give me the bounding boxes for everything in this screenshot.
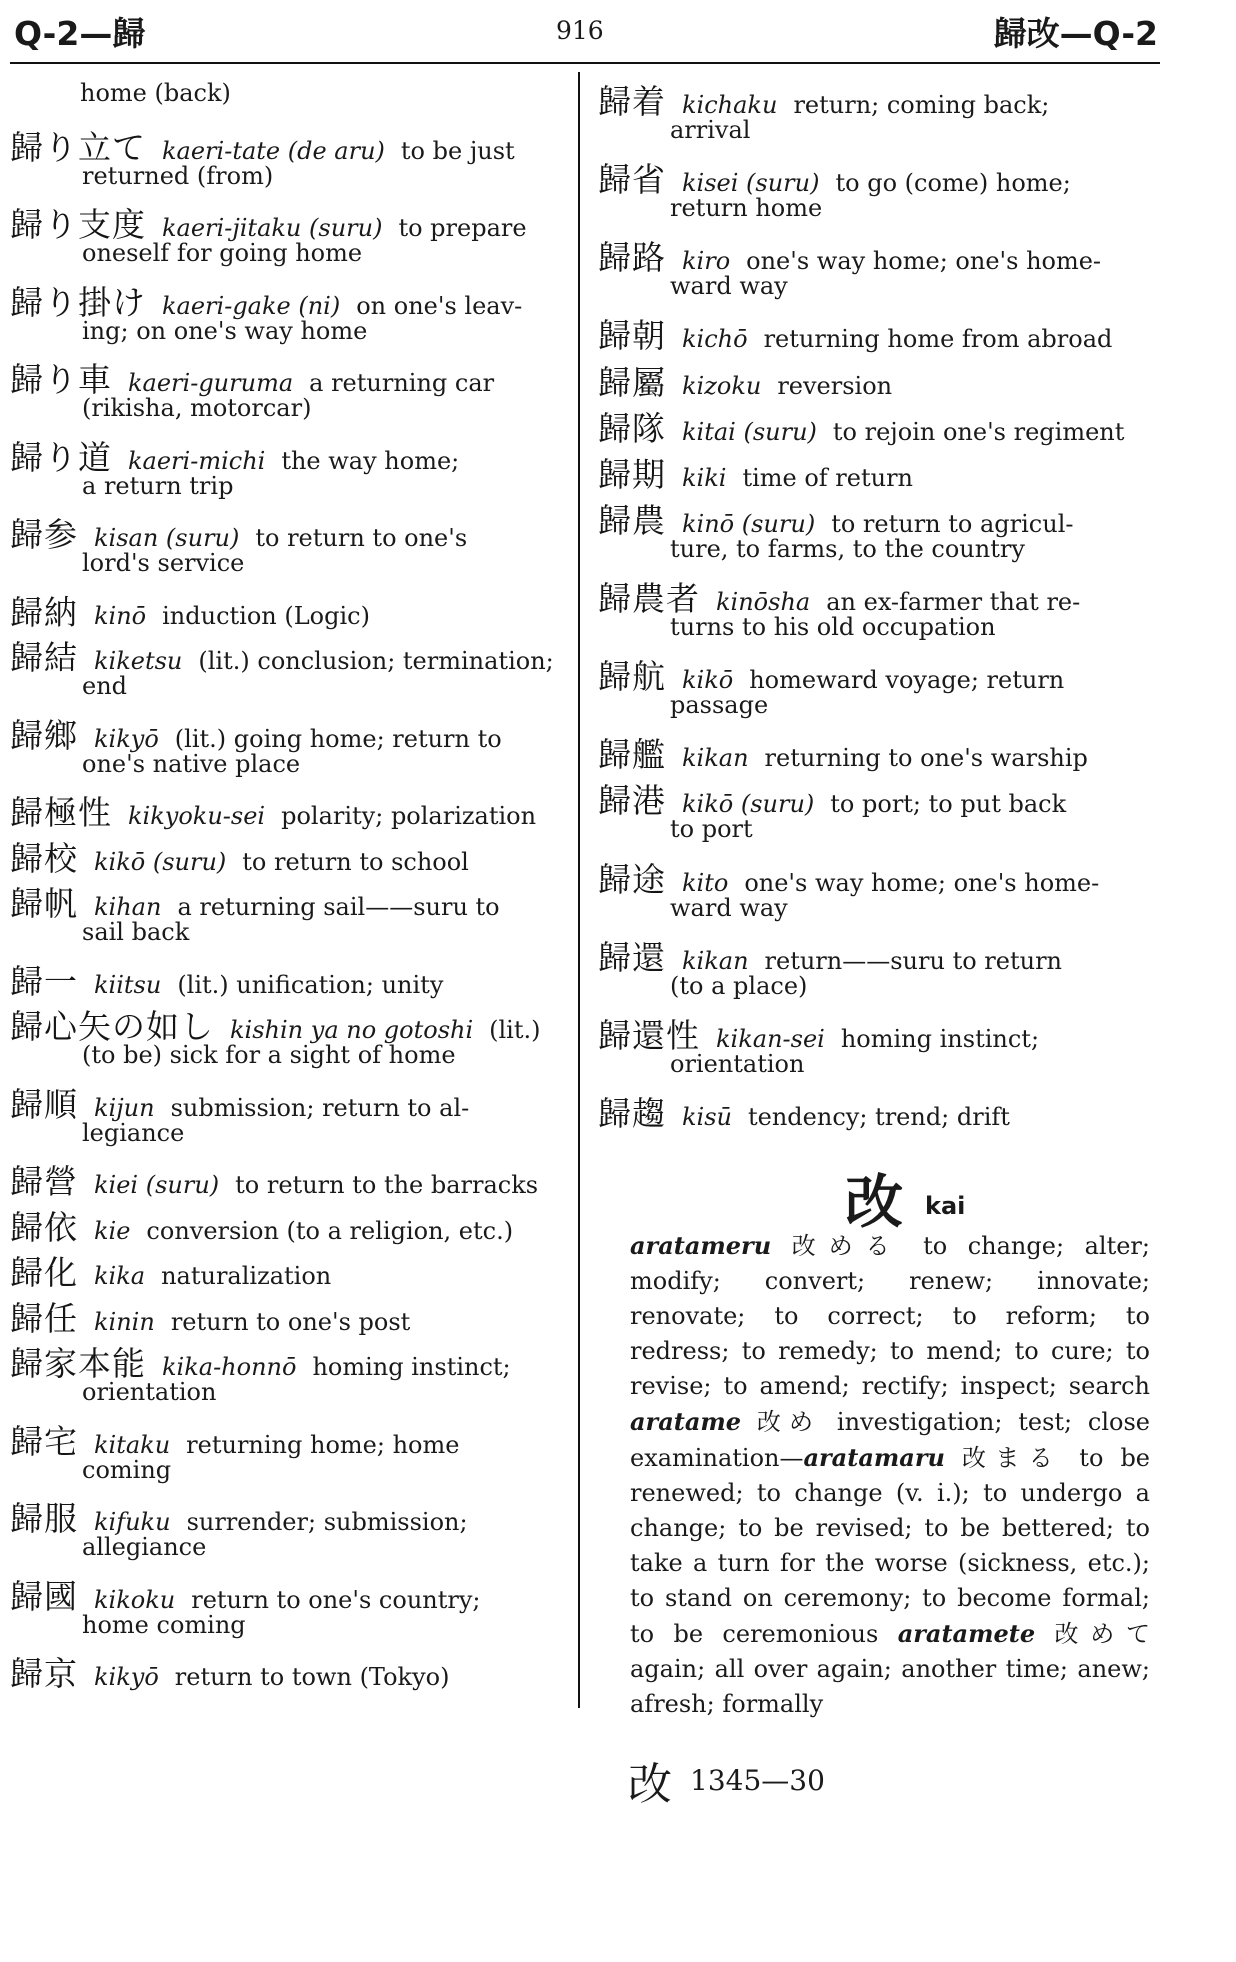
- entry-definition: to return to the barracks: [235, 1171, 539, 1199]
- entry-first-line: [10, 1648, 566, 1693]
- entry-first-line: [10, 632, 566, 677]
- entry-romanization: kiki: [682, 463, 727, 492]
- entry-continuation: sail back: [82, 918, 190, 946]
- kai-entry-body: [630, 1228, 1150, 1722]
- entry-definition: the way home;: [281, 446, 460, 475]
- entry-first-line: [10, 710, 566, 755]
- entry-romanization: kiketsu: [94, 647, 183, 675]
- entry-definition: a returning car: [309, 369, 495, 397]
- dictionary-entry: [10, 1001, 566, 1071]
- dictionary-entry: [598, 154, 1150, 224]
- entry-definition: return——suru to return: [764, 946, 1062, 975]
- entry-romanization: kizoku: [682, 371, 762, 400]
- entry-romanization: kiei (suru): [94, 1171, 220, 1199]
- dictionary-entry: [10, 432, 566, 502]
- entry-definition: to return to agricul-: [831, 509, 1074, 538]
- entry-first-line: [10, 509, 566, 554]
- entry-first-line: [10, 1001, 566, 1046]
- entry-definition: return to one's country;: [191, 1585, 481, 1614]
- entry-headword: 歸國: [10, 1576, 78, 1616]
- dictionary-entry: [10, 1338, 566, 1408]
- entry-definition: returning to one's warship: [764, 744, 1088, 773]
- entry-definition: a returning sail——suru to: [177, 893, 500, 921]
- cross-reference: [628, 1748, 825, 1812]
- entry-romanization: kaeri-michi: [128, 446, 266, 475]
- entry-romanization: kinō: [94, 601, 147, 630]
- entry-first-line: [598, 154, 1150, 200]
- entry-definition: to be just: [400, 136, 515, 165]
- dictionary-entry: [598, 403, 1150, 448]
- dictionary-entry: [10, 1293, 566, 1338]
- entry-headword: 歸朝: [598, 316, 666, 356]
- entry-first-line: [10, 122, 566, 167]
- entry-headword: 歸服: [10, 1499, 78, 1538]
- definition-aratame: investigation; test; close examination—: [630, 1408, 1150, 1472]
- dictionary-entry: [598, 1088, 1150, 1133]
- entry-first-line: [10, 1571, 566, 1616]
- entry-definition: to go (come) home;: [835, 169, 1071, 198]
- dictionary-entry: [10, 277, 566, 347]
- entry-romanization: kiitsu: [94, 970, 162, 999]
- entry-first-line: [598, 573, 1150, 618]
- entry-continuation: ward way: [670, 893, 788, 922]
- dictionary-entry: [598, 775, 1150, 845]
- entry-headword: 歸趨: [598, 1093, 666, 1133]
- entry-continuation: allegiance: [82, 1533, 207, 1561]
- right-column: [598, 76, 1150, 1133]
- dictionary-entry: [598, 854, 1150, 924]
- entry-headword: 歸期: [598, 454, 666, 494]
- headword-aratame: aratame: [630, 1407, 742, 1436]
- entry-definition: naturalization: [161, 1262, 332, 1290]
- entry-definition: (lit.): [489, 1016, 541, 1044]
- entry-continuation: to port: [670, 815, 753, 844]
- entry-headword: 歸心矢の如し: [10, 1007, 214, 1046]
- entry-romanization: kika: [94, 1262, 146, 1290]
- dictionary-entry: [10, 122, 566, 192]
- entry-romanization: kaeri-gake (ni): [162, 291, 341, 320]
- entry-definition: one's way home; one's home-: [744, 868, 1100, 897]
- dictionary-entry: [10, 956, 566, 1001]
- entry-headword: 歸還性: [598, 1015, 700, 1055]
- dictionary-entry: [10, 1571, 566, 1641]
- entry-definition: (lit.) going home; return to: [174, 724, 502, 753]
- entry-definition: submission; return to al-: [170, 1093, 470, 1122]
- entry-headword: 歸屬: [598, 362, 666, 402]
- entry-definition: return to town (Tokyo): [174, 1663, 450, 1691]
- kai-entry-heading: [845, 1155, 965, 1239]
- headword-aratamaru-jp: 改まる: [961, 1444, 1063, 1472]
- entry-first-line: [598, 651, 1150, 697]
- entry-romanization: kikō (suru): [94, 847, 227, 876]
- entry-romanization: kito: [682, 868, 729, 897]
- entry-headword: 歸帆: [10, 884, 78, 923]
- entry-continuation: end: [82, 672, 128, 700]
- entry-romanization: kaeri-guruma: [128, 369, 294, 397]
- headword-aratamete-jp: 改めて: [1054, 1620, 1150, 1648]
- dictionary-entry: [10, 587, 566, 632]
- page-number: 916: [556, 16, 604, 45]
- entry-first-line: [10, 833, 566, 878]
- entry-romanization: kitaku: [94, 1430, 171, 1459]
- entry-continuation: coming: [82, 1455, 172, 1484]
- entry-headword: 歸路: [598, 238, 666, 278]
- entry-headword: 歸省: [598, 160, 666, 200]
- entry-headword: 歸農者: [598, 579, 700, 618]
- dictionary-entry: [598, 651, 1150, 721]
- left-column: [10, 76, 566, 1693]
- definition-aratameru: to change; alter; modify; convert; renew; innovate; renovate; to correct; to reform; to redress; to remedy; to mend; to cure; to revise; to amend; rectify; inspect; search: [630, 1232, 1150, 1400]
- entry-romanization: kichaku: [682, 91, 778, 119]
- dictionary-entry: [598, 573, 1150, 643]
- entry-definition: polarity; polarization: [281, 802, 537, 830]
- entry-headword: 歸結: [10, 638, 78, 677]
- entry-continuation: a return trip: [82, 471, 234, 500]
- entry-romanization: kikō (suru): [682, 790, 815, 819]
- entry-headword: 歸途: [598, 859, 666, 899]
- entry-romanization: kisū: [682, 1102, 732, 1131]
- entry-romanization: kikan-sei: [716, 1024, 825, 1053]
- entry-headword: 歸隊: [598, 408, 666, 448]
- entry-romanization: kie: [94, 1216, 131, 1245]
- entry-continuation: (to be) sick for a sight of home: [82, 1041, 456, 1069]
- entry-first-line: [598, 932, 1150, 977]
- entry-continuation: ture, to farms, to the country: [670, 534, 1025, 563]
- entry-first-line: [598, 449, 1150, 494]
- entry-headword: 歸順: [10, 1084, 78, 1124]
- running-head-right: 歸改—Q-2: [993, 14, 1158, 53]
- entry-first-line: [10, 1416, 566, 1461]
- dictionary-entry: [10, 1156, 566, 1201]
- entry-headword: 歸家本能: [10, 1344, 146, 1383]
- cross-reference-number: 1345—30: [690, 1763, 825, 1797]
- dictionary-entry: [10, 76, 566, 114]
- dictionary-entry: [10, 1648, 566, 1693]
- dictionary-entry: [598, 932, 1150, 1002]
- entry-romanization: kikyō: [94, 1663, 159, 1691]
- column-divider: [578, 72, 580, 1708]
- entry-continuation: arrival: [670, 116, 751, 144]
- dictionary-entry: [598, 495, 1150, 565]
- entry-headword: 歸艦: [598, 735, 666, 775]
- dictionary-entry: [10, 1079, 566, 1149]
- entry-headword: 歸化: [10, 1253, 78, 1292]
- entry-definition: returning home from abroad: [763, 325, 1113, 354]
- entry-first-line: [598, 357, 1150, 402]
- dictionary-entry: [10, 710, 566, 780]
- entry-continuation: one's native place: [82, 749, 301, 778]
- entry-headword: 歸依: [10, 1207, 78, 1247]
- entry-continuation: oneself for going home: [82, 239, 363, 267]
- dictionary-entry: [598, 232, 1150, 302]
- entry-definition: on one's leav-: [356, 291, 523, 320]
- entry-romanization: kaeri-tate (de aru): [162, 136, 385, 165]
- entry-headword: 歸校: [10, 838, 78, 878]
- entry-headword: 歸一: [10, 961, 78, 1001]
- entry-headword: 歸参: [10, 515, 78, 554]
- entry-first-line: [598, 775, 1150, 821]
- entry-first-line: [598, 232, 1150, 278]
- entry-definition: (lit.) unification; unity: [177, 970, 444, 999]
- entry-headword: 歸任: [10, 1298, 78, 1338]
- dictionary-entry: [10, 878, 566, 948]
- entry-first-line: [598, 729, 1150, 775]
- entry-definition: return; coming back;: [793, 91, 1050, 119]
- definition-aratamaru: to be renewed; to change (v. i.); to undergo a change; to be revised; to be bettered; to take a turn for the worse (sickness, etc.); to stand on ceremony; to become formal; to be ceremonious: [630, 1444, 1151, 1648]
- entry-first-line: [10, 354, 566, 399]
- entry-first-line: [10, 277, 566, 322]
- entry-definition: one's way home; one's home-: [746, 247, 1102, 276]
- entry-definition: homeward voyage; return: [749, 666, 1065, 695]
- entry-definition: to return to one's: [255, 524, 468, 552]
- entry-romanization: kikō: [682, 666, 734, 695]
- headword-aratame-jp: 改め: [756, 1408, 822, 1436]
- entry-romanization: kaeri-jitaku (suru): [162, 214, 383, 242]
- entry-continuation: passage: [670, 691, 769, 720]
- entry-first-line: [598, 1010, 1150, 1055]
- entry-first-line: [598, 76, 1150, 121]
- entry-headword: 歸り立て: [10, 127, 146, 167]
- entry-headword: 歸り道: [10, 437, 112, 477]
- entry-headword: 歸納: [10, 592, 78, 632]
- dictionary-entry: [10, 1202, 566, 1247]
- entry-first-line: [598, 1088, 1150, 1133]
- entry-headword: 歸航: [598, 657, 666, 697]
- entry-continuation: home coming: [82, 1610, 246, 1639]
- definition-aratamete: again; all over again; another time; anew; afresh; formally: [630, 1655, 1150, 1718]
- entry-continuation: orientation: [670, 1049, 805, 1078]
- dictionary-entry: [10, 833, 566, 878]
- entry-definition: return to one's post: [170, 1307, 411, 1336]
- entry-romanization: kiro: [682, 247, 731, 276]
- entry-romanization: kichō: [682, 325, 748, 354]
- entry-first-line: [10, 1156, 566, 1201]
- entry-romanization: kihan: [94, 893, 162, 921]
- kai-heading-character: 改: [845, 1168, 904, 1236]
- dictionary-entry: [598, 1010, 1150, 1080]
- entry-headword: 歸營: [10, 1162, 78, 1201]
- entry-romanization: kikyō: [94, 724, 159, 753]
- entry-first-line: [598, 403, 1150, 448]
- entry-definition: to rejoin one's regiment: [832, 417, 1125, 446]
- entry-continuation: return home: [670, 194, 823, 223]
- dictionary-entry: [10, 787, 566, 832]
- entry-definition: conversion (to a religion, etc.): [146, 1216, 514, 1245]
- entry-romanization: kifuku: [94, 1508, 171, 1536]
- entry-first-line: [10, 878, 566, 923]
- entry-first-line: [598, 854, 1150, 899]
- entry-first-line: [10, 1202, 566, 1247]
- entry-first-line: [10, 587, 566, 632]
- entry-first-line: [598, 310, 1150, 356]
- entry-romanization: kikoku: [94, 1585, 176, 1614]
- entry-definition: surrender; submission;: [186, 1508, 468, 1536]
- entry-continuation: (to a place): [670, 971, 808, 1000]
- entry-romanization: kisei (suru): [682, 169, 820, 198]
- entry-headword: 歸り支度: [10, 205, 146, 244]
- entry-continuation: orientation: [82, 1378, 217, 1406]
- entry-first-line: [10, 199, 566, 244]
- entry-romanization: kitai (suru): [682, 417, 817, 446]
- entry-definition: reversion: [777, 371, 893, 400]
- cross-reference-character: 改: [628, 1759, 672, 1810]
- entry-headword: 歸農: [598, 500, 666, 540]
- headword-aratameru-jp: 改める: [791, 1232, 903, 1260]
- entry-first-line: [10, 1293, 566, 1338]
- entry-romanization: kijun: [94, 1093, 155, 1122]
- dictionary-entry: [10, 1493, 566, 1563]
- entry-first-line: [10, 432, 566, 477]
- entry-definition: to return to school: [242, 847, 469, 876]
- entry-headword: 歸港: [598, 781, 666, 821]
- entry-continuation: ing; on one's way home: [82, 316, 368, 345]
- dictionary-entry: [10, 354, 566, 424]
- entry-first-line: [10, 956, 566, 1001]
- dictionary-entry: [598, 310, 1150, 356]
- entry-first-line: [10, 1247, 566, 1292]
- entry-romanization: kikan: [682, 744, 749, 773]
- entry-definition: induction (Logic): [162, 601, 370, 630]
- entry-first-line: [10, 1493, 566, 1538]
- entry-headword: 歸極性: [10, 793, 112, 832]
- dictionary-entry: [10, 509, 566, 579]
- dictionary-entry: [598, 357, 1150, 402]
- dictionary-entry: [10, 199, 566, 269]
- entry-definition: an ex-farmer that re-: [826, 588, 1081, 616]
- entry-first-line: [598, 495, 1150, 540]
- entry-continuation: lord's service: [82, 549, 245, 577]
- entry-first-line: [10, 1079, 566, 1124]
- headword-aratamete: aratamete: [897, 1619, 1036, 1648]
- entry-definition: tendency; trend; drift: [748, 1102, 1010, 1131]
- entry-definition: home (back): [80, 79, 231, 107]
- entry-definition: to prepare: [398, 214, 527, 242]
- entry-definition: homing instinct;: [840, 1024, 1040, 1053]
- entry-romanization: kishin ya no gotoshi: [230, 1016, 474, 1044]
- entry-definition: to port; to put back: [830, 790, 1067, 819]
- entry-romanization: kikyoku-sei: [128, 802, 266, 830]
- entry-continuation: returned (from): [82, 161, 274, 190]
- entry-headword: 歸京: [10, 1654, 78, 1693]
- entry-headword: 歸着: [598, 82, 666, 121]
- dictionary-entry: [10, 1416, 566, 1486]
- headword-aratamaru: aratamaru: [803, 1443, 945, 1472]
- entry-headword: 歸り掛け: [10, 282, 146, 322]
- entry-definition: (lit.) conclusion; termination;: [198, 647, 554, 675]
- entry-definition: homing instinct;: [312, 1353, 511, 1381]
- header-rule: [10, 62, 1160, 64]
- entry-first-line: [10, 1338, 566, 1383]
- entry-first-line: [10, 787, 566, 832]
- entry-definition: returning home; home: [186, 1430, 460, 1459]
- dictionary-entry: [10, 632, 566, 702]
- entry-headword: 歸鄉: [10, 715, 78, 755]
- dictionary-entry: [598, 449, 1150, 494]
- entry-romanization: kinōsha: [716, 588, 811, 616]
- entry-continuation: (rikisha, motorcar): [82, 394, 312, 422]
- entry-continuation: legiance: [82, 1118, 185, 1147]
- entry-headword: 歸還: [598, 937, 666, 977]
- dictionary-entry: [598, 729, 1150, 775]
- entry-definition: time of return: [742, 463, 914, 492]
- entry-romanization: kika-honnō: [162, 1353, 297, 1381]
- entry-romanization: kisan (suru): [94, 524, 240, 552]
- entry-continuation: turns to his old occupation: [670, 613, 996, 641]
- entry-romanization: kinin: [94, 1307, 155, 1336]
- dictionary-entry: [598, 76, 1150, 146]
- entry-headword: 歸宅: [10, 1421, 78, 1461]
- entry-headword: 歸り車: [10, 360, 112, 399]
- entry-romanization: kikan: [682, 946, 749, 975]
- running-head-left: Q-2—歸: [14, 14, 146, 53]
- entry-first-line: [10, 76, 566, 114]
- entry-continuation: ward way: [670, 272, 788, 301]
- dictionary-entry: [10, 1247, 566, 1292]
- kai-heading-reading: kai: [925, 1192, 966, 1220]
- entry-romanization: kinō (suru): [682, 509, 816, 538]
- headword-aratameru: aratameru: [630, 1231, 772, 1260]
